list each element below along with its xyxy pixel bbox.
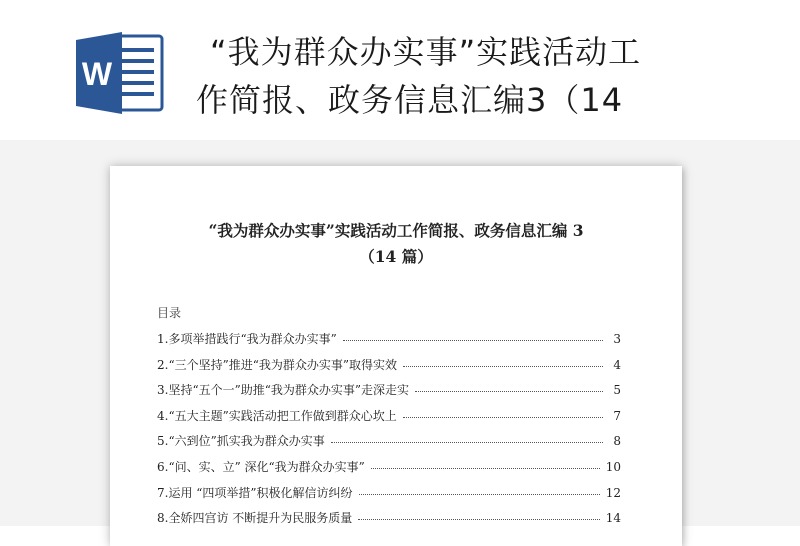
toc-heading: 目录 [157, 306, 182, 320]
toc-entry-page: 5 [613, 383, 621, 398]
toc-entry-text: 6.“问、实、立” 深化“我为群众办实事” [157, 459, 365, 474]
toc-entry[interactable] [157, 484, 621, 510]
toc-entry-text: 2.“三个坚持”推进“我为群众办实事”取得实效 [157, 357, 397, 372]
toc-entry-text: 5.“六到位”抓实我为群众办实事 [157, 434, 325, 449]
title-line-1: “我为群众办实事”实践活动工 [210, 33, 642, 71]
toc-entry[interactable] [157, 407, 621, 433]
toc-leader-dots [343, 339, 603, 341]
document-title [110, 218, 682, 270]
toc-entry[interactable] [157, 458, 621, 484]
toc-entry[interactable] [157, 432, 621, 458]
toc-entry-text: 3.坚持“五个一”助推“我为群众办实事”走深走实 [157, 383, 409, 398]
toc-entry-page: 14 [605, 511, 621, 526]
toc-entry-text: 4.“五大主题”实践活动把工作做到群众心坎上 [157, 408, 397, 423]
toc-leader-dots [403, 365, 603, 367]
toc-entry-page: 8 [613, 434, 621, 449]
toc-entry[interactable] [157, 356, 621, 382]
page-title [196, 28, 756, 124]
toc-entry-page: 3 [613, 332, 621, 346]
document-title-line-1: “我为群众办实事”实践活动工作简报、政务信息汇编 3 [208, 221, 584, 240]
toc-leader-dots [403, 416, 603, 418]
toc-entry-page: 10 [605, 459, 621, 474]
toc-leader-dots [415, 390, 603, 392]
word-icon [76, 30, 166, 116]
toc-entry-text: 7.运用 “四项举措”积极化解信访纠纷 [157, 485, 353, 500]
toc-entry[interactable] [157, 330, 621, 356]
toc-entry-text: 1.多项举措践行“我为群众办实事” [157, 332, 337, 346]
document-page [110, 166, 682, 546]
toc-entry-page: 12 [605, 485, 621, 500]
toc-entry[interactable] [157, 381, 621, 407]
toc-leader-dots [371, 467, 600, 469]
document-title-line-2: （14 篇） [359, 247, 433, 266]
title-line-2: 作简报、政务信息汇编3（14 [196, 81, 624, 119]
toc-entry-text: 8.全娇四宫访 不断提升为民服务质量 [157, 511, 353, 526]
toc-leader-dots [358, 518, 599, 520]
toc-leader-dots [359, 493, 600, 495]
table-of-contents [157, 330, 621, 535]
toc-entry-page: 7 [613, 408, 621, 423]
word-icon-letter: W [81, 56, 113, 92]
toc-entry[interactable] [157, 509, 621, 535]
header-banner [0, 0, 800, 140]
toc-entry-page: 4 [613, 357, 621, 372]
toc-leader-dots [331, 441, 603, 443]
